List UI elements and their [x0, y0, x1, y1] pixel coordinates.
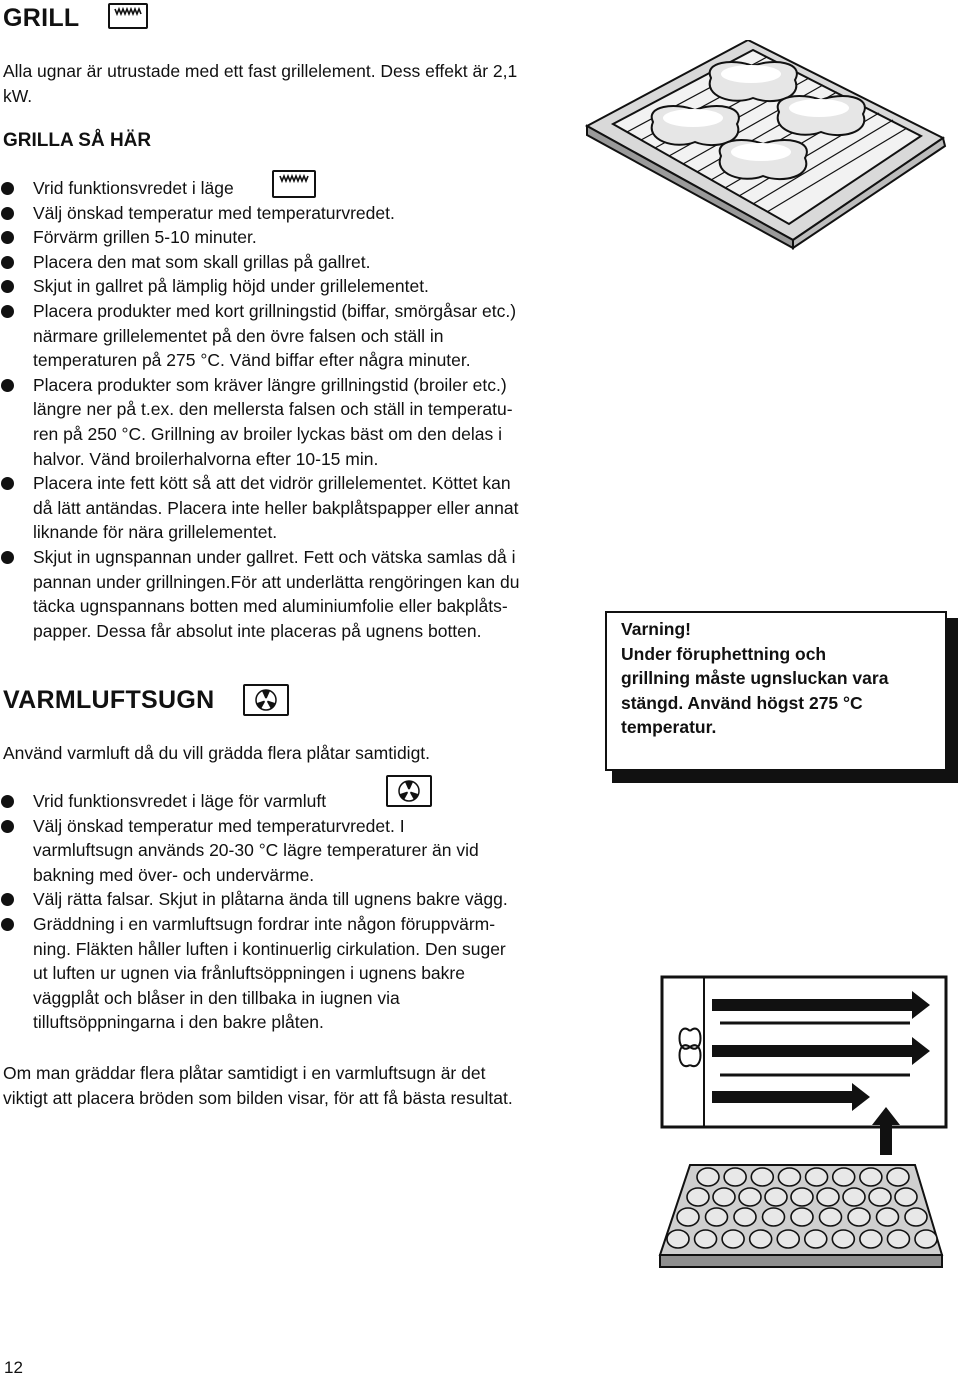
step-line: Välj önskad temperatur med temperaturvredet. I	[33, 815, 405, 836]
step-line: Skjut in gallret på lämplig höjd under grillelementet.	[33, 276, 429, 297]
step-line: Gräddning i en varmluftsugn fordrar inte någon föruppvärm-	[33, 913, 496, 934]
bun	[860, 1230, 882, 1248]
outro-line: Om man gräddar flera plåtar samtidigt i en varmluftsugn är det	[3, 1063, 486, 1083]
list-item	[0, 471, 605, 545]
warning-title: Varning!	[621, 619, 692, 639]
bun	[765, 1188, 787, 1206]
grill-subheading: GRILLA SÅ HÄR	[3, 130, 152, 151]
bun	[763, 1208, 785, 1226]
bun	[833, 1168, 855, 1186]
step-line: Vrid funktionsvredet i läge för varmluft	[33, 791, 327, 811]
outro-line: viktigt att placera bröden som bilden visar, för att få bästa resultat.	[3, 1087, 513, 1108]
warning-line: Under föruphettning och	[621, 643, 827, 664]
list-item	[0, 250, 605, 275]
step-line: temperaturen på 275 °C. Vänd biffar efter några minuter.	[33, 350, 471, 371]
grill-rack-with-food-illustration	[583, 40, 951, 250]
bun	[905, 1208, 927, 1226]
bun	[687, 1188, 709, 1206]
bullet-icon	[1, 182, 14, 195]
warning-box	[605, 611, 947, 771]
list-item	[0, 201, 605, 226]
oven-airflow-diagram	[660, 975, 950, 1165]
step-line: ren på 250 °C. Grillning av broiler lyckas bäst om den delas i	[33, 423, 503, 444]
grill-intro	[3, 59, 603, 108]
bun	[877, 1208, 899, 1226]
step-line: Välj önskad temperatur med temperaturvredet.	[33, 202, 395, 223]
bun	[805, 1230, 827, 1248]
bun	[724, 1168, 746, 1186]
step-line: liknande för nära grillelementet.	[33, 522, 278, 543]
bun	[778, 1168, 800, 1186]
grill-intro-line: Alla ugnar är utrustade med ett fast grillelement. Dess effekt är 2,1	[3, 61, 518, 81]
bun	[869, 1188, 891, 1206]
step-line: närmare grillelementet på den övre falsen och ställ in	[33, 325, 444, 346]
bun	[820, 1208, 842, 1226]
step-line: ning. Fläkten håller luften i kontinuerlig cirkulation. Den suger	[33, 938, 506, 959]
bun	[843, 1188, 865, 1206]
grill-mode-icon	[108, 3, 148, 29]
step-line: Placera inte fett kött så att det vidrör grillelementet. Köttet kan	[33, 473, 511, 494]
bullet-icon	[1, 893, 14, 906]
bun	[667, 1230, 689, 1248]
list-item	[0, 912, 605, 1035]
bun	[722, 1230, 744, 1248]
list-item	[0, 887, 605, 912]
bun	[887, 1168, 909, 1186]
bullet-icon	[1, 551, 14, 564]
bun	[887, 1230, 909, 1248]
varmluft-heading: VARMLUFTSUGN	[3, 686, 215, 714]
varmluft-outro	[3, 1061, 608, 1110]
step-line: Placera produkter med kort grillningstid (biffar, smörgåsar etc.)	[33, 300, 517, 321]
step-line: varmluftsugn används 20-30 °C lägre temperaturer än vid	[33, 840, 479, 861]
bun	[806, 1168, 828, 1186]
bun	[739, 1188, 761, 1206]
bun	[791, 1188, 813, 1206]
bun	[751, 1168, 773, 1186]
step-line: Placera produkter som kräver längre grillningstid (broiler etc.)	[33, 374, 507, 395]
step-line: då lätt antändas. Placera inte heller bakplåtspapper eller annat	[33, 497, 519, 518]
list-item	[0, 545, 605, 643]
bullet-icon	[1, 305, 14, 318]
bun	[817, 1188, 839, 1206]
list-item	[0, 814, 605, 888]
grill-heading: GRILL	[3, 4, 80, 32]
list-item	[0, 274, 605, 299]
bun	[915, 1230, 937, 1248]
bullet-icon	[1, 207, 14, 220]
grill-steps	[0, 176, 605, 643]
bullet-icon	[1, 795, 14, 808]
bun	[791, 1208, 813, 1226]
page-number: 12	[4, 1358, 23, 1377]
step-line: ut luften ur ugnen via frånluftsöppningen i ugnens bakre	[33, 963, 465, 984]
step-line: Vrid funktionsvredet i läge	[33, 178, 234, 198]
warning-line: grillning måste ugnsluckan vara	[621, 668, 889, 689]
warning-line: temperatur.	[621, 717, 717, 738]
step-line: Välj rätta falsar. Skjut in plåtarna ända till ugnens bakre vägg.	[33, 889, 508, 910]
bun	[832, 1230, 854, 1248]
step-line: papper. Dessa får absolut inte placeras på ugnens botten.	[33, 620, 482, 641]
step-line: Skjut in ugnspannan under gallret. Fett och vätska samlas då i	[33, 546, 516, 567]
step-line: bakning med över- och undervärme.	[33, 864, 315, 885]
bullet-icon	[1, 280, 14, 293]
list-item	[0, 225, 605, 250]
step-line: tilluftsöppningarna i den bakre plåten.	[33, 1012, 324, 1033]
bullet-icon	[1, 256, 14, 269]
bun	[706, 1208, 728, 1226]
grill-mode-inline-icon	[272, 170, 316, 198]
varmluft-steps	[0, 789, 605, 1035]
bullet-icon	[1, 918, 14, 931]
bun	[895, 1188, 917, 1206]
list-item	[0, 789, 605, 814]
grill-intro-line: kW.	[3, 85, 33, 106]
bun	[713, 1188, 735, 1206]
bun	[777, 1230, 799, 1248]
bun	[750, 1230, 772, 1248]
bun	[697, 1168, 719, 1186]
bullet-icon	[1, 231, 14, 244]
bun	[695, 1230, 717, 1248]
step-line: täcka ugnspannans botten med aluminiumfolie eller bakplåts-	[33, 596, 508, 617]
step-line: halvor. Vänd broilerhalvorna efter 10-15 min.	[33, 448, 379, 469]
bullet-icon	[1, 820, 14, 833]
fan-mode-inline-icon	[386, 775, 432, 807]
list-item	[0, 373, 605, 471]
bullet-icon	[1, 477, 14, 490]
bun	[860, 1168, 882, 1186]
step-line: Placera den mat som skall grillas på gallret.	[33, 251, 371, 272]
step-line: väggplåt och blåser in den tillbaka in iugnen via	[33, 987, 400, 1008]
bullet-icon	[1, 379, 14, 392]
baking-tray-with-buns-illustration	[650, 1155, 950, 1300]
varmluft-intro: Använd varmluft då du vill grädda flera plåtar samtidigt.	[3, 743, 431, 763]
bun	[848, 1208, 870, 1226]
warning-line: stängd. Använd högst 275 °C	[621, 692, 863, 713]
step-line: pannan under grillningen.För att underlätta rengöringen kan du	[33, 571, 520, 592]
bun	[734, 1208, 756, 1226]
fan-mode-icon	[243, 684, 289, 716]
bun	[677, 1208, 699, 1226]
step-line: Förvärm grillen 5-10 minuter.	[33, 227, 257, 248]
step-line: längre ner på t.ex. den mellersta falsen och ställ in temperatu-	[33, 399, 513, 420]
list-item	[0, 299, 605, 373]
